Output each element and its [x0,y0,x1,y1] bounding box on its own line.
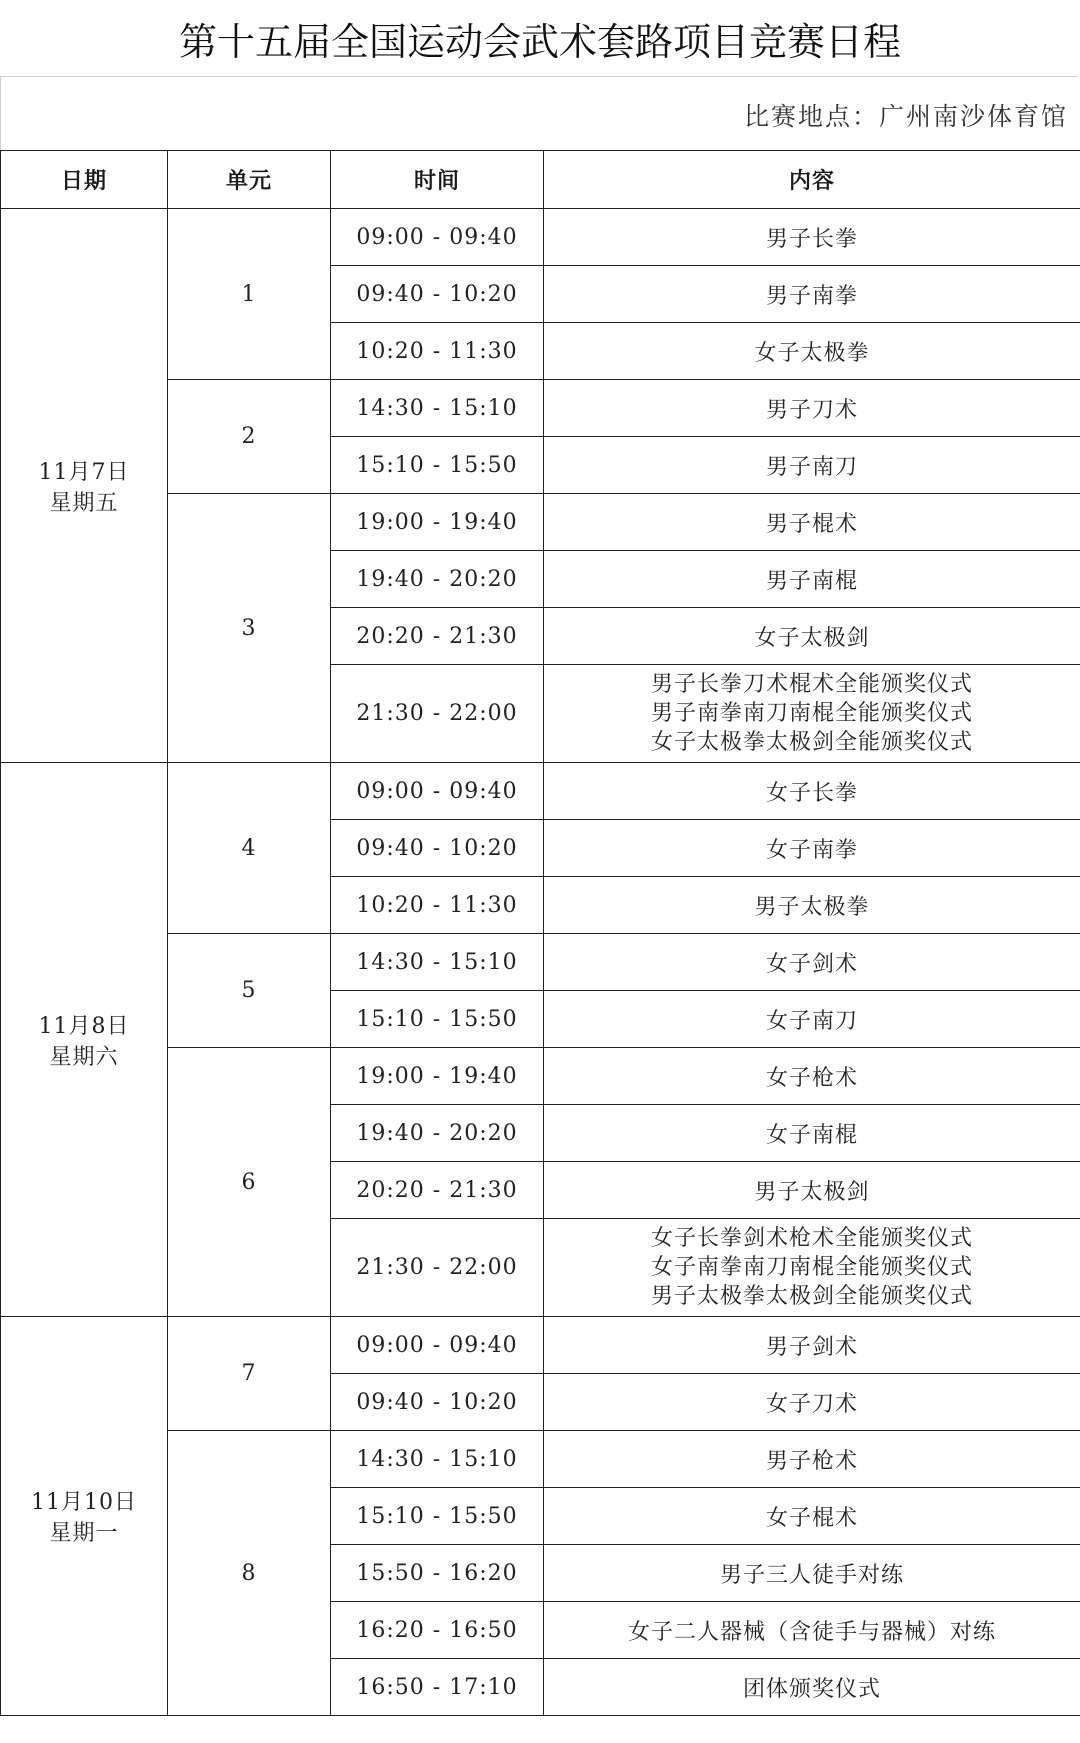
day-weekday: 星期五 [49,490,119,516]
content-cell: 女子长拳 [544,763,1080,820]
day-cell [1,209,168,763]
unit-cell: 7 [168,1317,331,1431]
schedule-table [0,150,1080,1740]
content-cell: 男子南棍 [544,551,1080,608]
unit-cell: 5 [168,934,331,1048]
header-unit: 单元 [168,151,331,209]
time-cell: 14:30 - 15:10 [331,1431,544,1488]
content-cell [544,1219,1080,1317]
content-cell: 女子二人器械（含徒手与器械）对练 [544,1602,1080,1659]
content-cell: 团体颁奖仪式 [544,1659,1080,1716]
time-cell: 09:00 - 09:40 [331,209,544,266]
time-cell: 10:20 - 11:30 [331,323,544,380]
unit-cell: 3 [168,494,331,763]
unit-cell: 4 [168,763,331,934]
content-cell: 男子太极剑 [544,1162,1080,1219]
content-cell: 女子南刀 [544,991,1080,1048]
content-line: 女子太极拳太极剑全能颁奖仪式 [650,730,973,755]
day-date: 11月7日 [38,459,130,485]
day-cell [1,1317,168,1716]
content-cell: 男子太极拳 [544,877,1080,934]
time-cell: 15:50 - 16:20 [331,1545,544,1602]
day-date: 11月8日 [38,1013,130,1039]
header-content: 内容 [544,151,1080,209]
content-cell: 男子枪术 [544,1431,1080,1488]
content-cell: 男子长拳 [544,209,1080,266]
time-cell: 09:40 - 10:20 [331,266,544,323]
day-weekday: 星期一 [49,1521,119,1546]
unit-cell: 6 [168,1048,331,1317]
content-cell: 女子剑术 [544,934,1080,991]
day-date: 11月10日 [31,1490,137,1515]
content-line: 男子太极拳太极剑全能颁奖仪式 [650,1284,973,1309]
content-cell: 男子南拳 [544,266,1080,323]
time-cell: 19:40 - 20:20 [331,551,544,608]
day-cell [1,763,168,1317]
time-cell: 15:10 - 15:50 [331,1488,544,1545]
time-cell: 20:20 - 21:30 [331,1162,544,1219]
time-cell: 19:00 - 19:40 [331,494,544,551]
time-cell: 15:10 - 15:50 [331,991,544,1048]
time-cell: 14:30 - 15:10 [331,934,544,991]
time-cell: 10:20 - 11:30 [331,877,544,934]
day-weekday: 星期六 [49,1044,119,1070]
content-cell: 女子太极剑 [544,608,1080,665]
content-line: 女子长拳剑术枪术全能颁奖仪式 [650,1226,973,1251]
content-cell: 男子南刀 [544,437,1080,494]
time-cell: 21:30 - 22:00 [331,1219,544,1317]
time-cell: 19:40 - 20:20 [331,1105,544,1162]
content-line: 女子南拳南刀南棍全能颁奖仪式 [650,1255,973,1280]
time-cell: 20:20 - 21:30 [331,608,544,665]
unit-cell: 1 [168,209,331,380]
time-cell: 21:30 - 22:00 [331,665,544,763]
table-row [1,209,1080,266]
content-cell: 女子枪术 [544,1048,1080,1105]
content-cell: 男子刀术 [544,380,1080,437]
unit-cell: 8 [168,1431,331,1716]
time-cell: 09:40 - 10:20 [331,1374,544,1431]
content-cell: 男子剑术 [544,1317,1080,1374]
unit-cell: 2 [168,380,331,494]
page-title: 第十五届全国运动会武术套路项目竞赛日程 [178,19,901,64]
content-cell: 女子刀术 [544,1374,1080,1431]
venue-box [0,76,1078,150]
time-cell: 19:00 - 19:40 [331,1048,544,1105]
content-cell: 女子南棍 [544,1105,1080,1162]
content-cell [544,665,1080,763]
time-cell: 09:00 - 09:40 [331,1317,544,1374]
header-date: 日期 [1,151,168,209]
content-cell: 男子三人徒手对练 [544,1545,1080,1602]
time-cell: 15:10 - 15:50 [331,437,544,494]
time-cell: 16:50 - 17:10 [331,1659,544,1716]
time-cell: 16:20 - 16:50 [331,1602,544,1659]
table-row [1,1317,1080,1374]
header-time: 时间 [331,151,544,209]
content-cell: 女子棍术 [544,1488,1080,1545]
venue-text: 比赛地点：广州南沙体育馆 [743,102,1068,131]
time-cell: 14:30 - 15:10 [331,380,544,437]
header-row [1,151,1080,209]
content-line: 男子长拳刀术棍术全能颁奖仪式 [650,672,973,697]
content-cell: 女子太极拳 [544,323,1080,380]
content-line: 男子南拳南刀南棍全能颁奖仪式 [650,701,973,726]
table-row [1,763,1080,820]
content-cell: 女子南拳 [544,820,1080,877]
time-cell: 09:40 - 10:20 [331,820,544,877]
time-cell: 09:00 - 09:40 [331,763,544,820]
content-cell: 男子棍术 [544,494,1080,551]
